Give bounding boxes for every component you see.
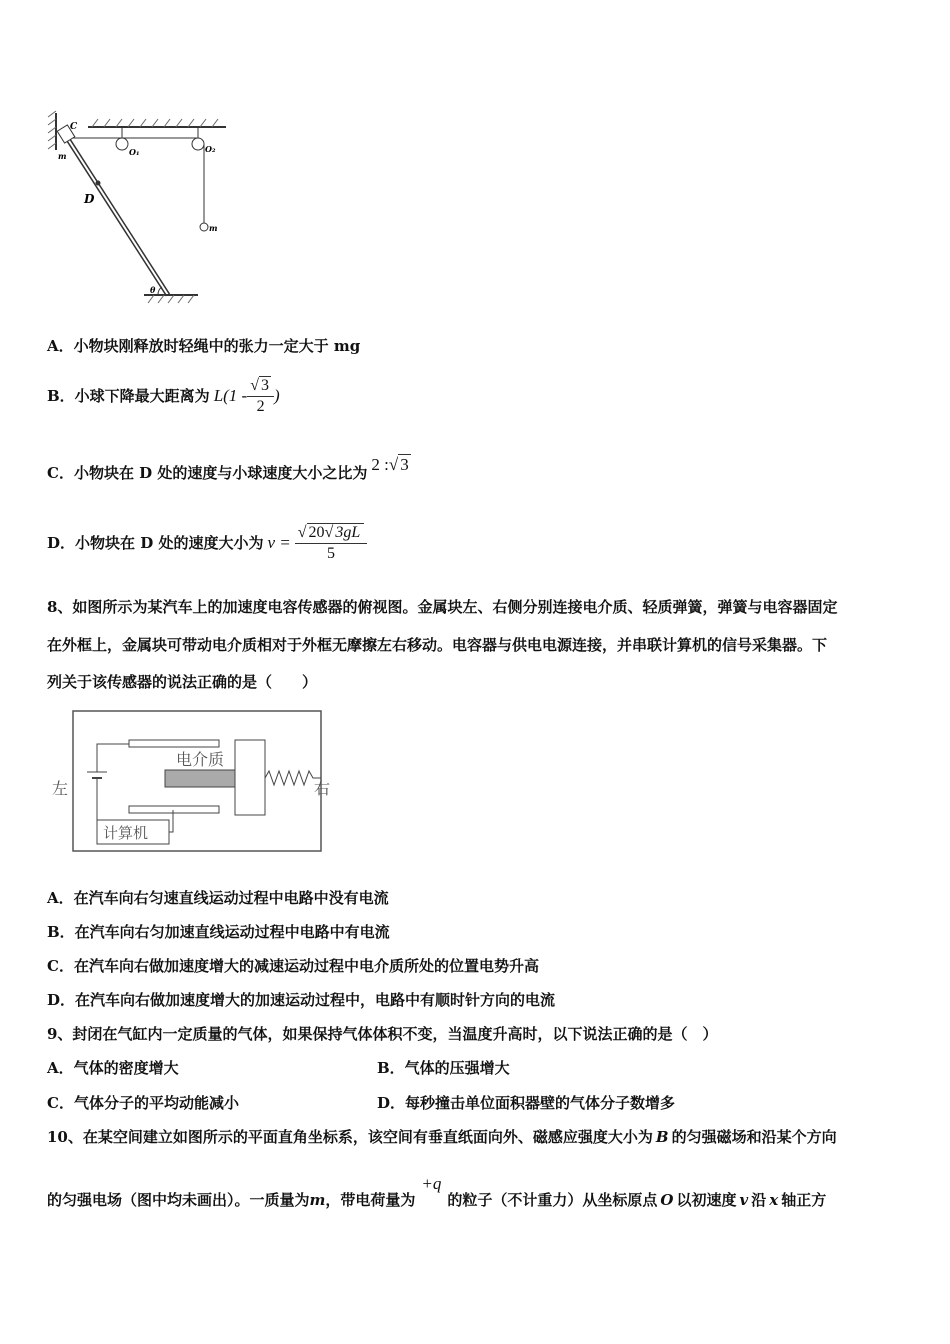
bottom-plate xyxy=(129,806,219,813)
dielectric-slab xyxy=(165,770,235,787)
q7-option-d-coef: 20 xyxy=(308,523,325,541)
label-o2: O₂ xyxy=(205,144,216,154)
q7-option-b-num: 3 xyxy=(261,376,269,394)
floor-hatch xyxy=(148,295,194,303)
q8-option-b: B．在汽车向右匀加速直线运动过程中电路中有电流 xyxy=(47,923,390,941)
q10-line2-b: ，带电荷量为 xyxy=(325,1191,416,1209)
q9-option-a: A．气体的密度增大 xyxy=(47,1059,179,1077)
q8-stem-line1: 8、如图所示为某汽车上的加速度电容传感器的俯视图。金属块左、右侧分别连接电介质、轻质弹簧，弹簧与电容器固定 xyxy=(47,598,838,616)
q10-line1 xyxy=(47,1127,837,1147)
q7-option-b-fraction: $\frac{√ 3}{2}$ xyxy=(247,376,274,417)
q10-symbol-q: +q xyxy=(421,1174,442,1193)
label-m-ball: m xyxy=(209,223,218,233)
label-left: 左 xyxy=(52,779,69,798)
pulley-o2 xyxy=(192,138,204,150)
hanging-ball xyxy=(200,223,208,231)
label-dielectric: 电介质 xyxy=(176,750,225,769)
q7-option-d xyxy=(47,515,367,571)
q7-option-c-radicand: 3 xyxy=(400,455,409,474)
rod-pulley-diagram xyxy=(40,105,240,305)
wall-hatch xyxy=(48,111,56,149)
label-theta: θ xyxy=(150,285,156,295)
q7-option-d-radicand: 3gL xyxy=(335,523,361,541)
q8-stem-line2: 在外框上，金属块可带动电介质相对于外框无摩擦左右移动。电容器与供电电源连接，并串联计算机的信号采集器。下 xyxy=(47,636,828,654)
q9-stem: 9、封闭在气缸内一定质量的气体，如果保持气体体积不变，当温度升高时，以下说法正确的是（ ） xyxy=(47,1025,718,1043)
label-c: C xyxy=(70,122,78,132)
rod-inner xyxy=(64,133,168,295)
q7-option-b xyxy=(47,372,280,420)
q7-option-d-den: 5 xyxy=(326,544,335,562)
q10-line2-c: 的粒子（不计重力）从坐标原点 xyxy=(447,1191,658,1209)
q10-line2 xyxy=(47,1174,827,1210)
q7-option-d-text: D．小物块在 D 处的速度大小为 xyxy=(47,534,264,552)
metal-block xyxy=(235,740,265,815)
q7-option-c-sqrt: √ 3 xyxy=(388,455,409,474)
q10-line1-a: 10、在某空间建立如图所示的平面直角坐标系，该空间有垂直纸面向外、磁感应强度大小为 xyxy=(47,1128,653,1146)
q9-option-c: C．气体分子的平均动能减小 xyxy=(47,1094,239,1112)
q8-option-c: C．在汽车向右做加速度增大的减速运动过程中电介质所处的位置电势升高 xyxy=(47,957,539,975)
q7-option-b-den: 2 xyxy=(256,397,265,415)
pulley-o1 xyxy=(116,138,128,150)
label-right: 右 xyxy=(313,779,330,798)
point-d-marker xyxy=(96,181,101,186)
q7-option-b-suffix: ) xyxy=(274,386,280,405)
q10-line1-c: 的匀强磁场和沿某个方向 xyxy=(671,1128,837,1146)
top-plate xyxy=(129,740,219,747)
q7-option-c-left: 2 : xyxy=(371,455,389,474)
q8-option-d: D．在汽车向右做加速度增大的加速运动过程中，电路中有顺时针方向的电流 xyxy=(47,991,556,1009)
q7-option-d-lhs: v = xyxy=(267,533,291,552)
q10-symbol-b: B xyxy=(655,1128,669,1146)
q7-option-d-fraction: $\frac{√ 20√ 3gL}{5}$ xyxy=(295,523,367,564)
q7-option-b-prefix: L(1 - xyxy=(213,386,248,405)
label-computer: 计算机 xyxy=(103,824,149,842)
q7-option-b-text: B．小球下降最大距离为 xyxy=(47,387,210,405)
q10-line2-d: 以初速度 xyxy=(676,1191,737,1209)
label-o1: O₁ xyxy=(129,147,140,157)
q10-line2-a: 的匀强电场（图中均未画出）。一质量为 xyxy=(47,1191,310,1209)
q10-symbol-x: x xyxy=(769,1191,779,1209)
q8-option-a: A．在汽车向右匀速直线运动过程中电路中没有电流 xyxy=(47,889,389,907)
q9-option-d: D．每秒撞击单位面积器壁的气体分子数增多 xyxy=(377,1094,676,1112)
q10-symbol-o: O xyxy=(660,1191,674,1209)
q10-symbol-v: v xyxy=(739,1191,749,1209)
capacitor-sensor-diagram xyxy=(45,708,330,854)
q7-option-c-text: C．小物块在 D 处的速度与小球速度大小之比为 xyxy=(47,464,368,482)
label-m-block: m xyxy=(58,151,67,161)
q10-symbol-m: m xyxy=(309,1191,326,1209)
ceiling-hatch xyxy=(92,119,218,127)
q7-option-c xyxy=(47,456,411,490)
label-d: D xyxy=(84,192,95,206)
q10-line2-f: 轴正方 xyxy=(781,1191,827,1209)
q10-line2-e: 沿 xyxy=(751,1191,767,1209)
q8-stem-line3: 列关于该传感器的说法正确的是（ ） xyxy=(47,673,318,691)
q7-option-a: A．小物块刚释放时轻绳中的张力一定大于 mg xyxy=(47,337,361,355)
q9-option-b: B．气体的压强增大 xyxy=(377,1059,510,1077)
